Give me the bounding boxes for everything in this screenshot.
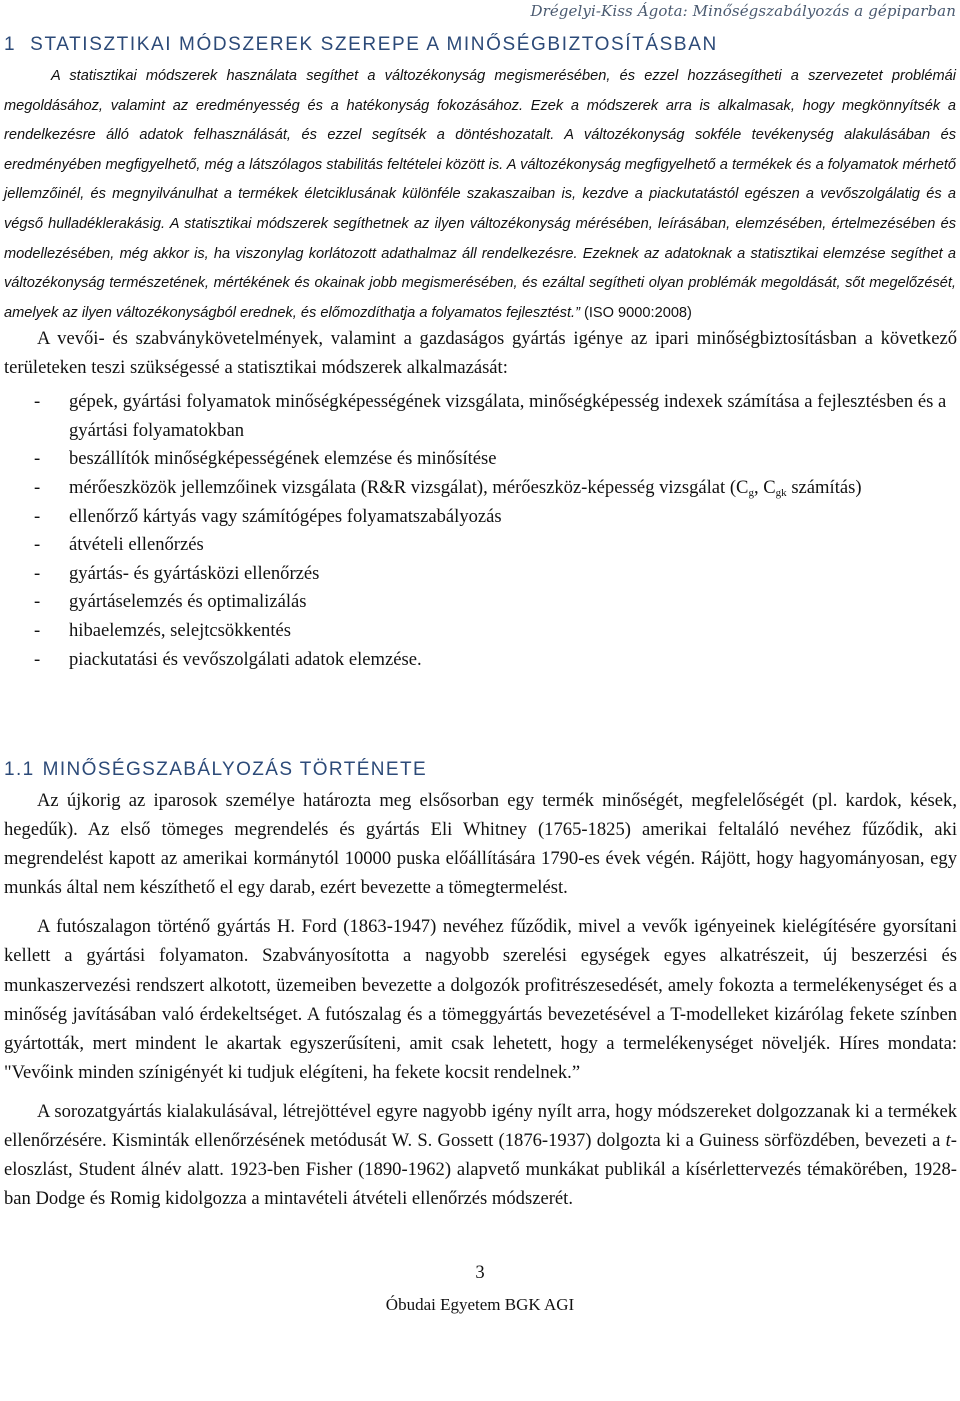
subsection-title: MINŐSÉGSZABÁLYOZÁS TÖRTÉNETE <box>42 759 428 780</box>
section-number: 1 <box>4 34 17 55</box>
list-item-text: gyártáselemzés és optimalizálás <box>69 591 307 613</box>
dash-marker: - <box>34 562 41 584</box>
dash-marker: - <box>34 591 41 613</box>
list-item <box>4 474 957 503</box>
list-item-text: hibaelemzés, selejtcsökkentés <box>69 619 292 641</box>
list-item-text: számítás) <box>786 476 862 498</box>
list-item <box>4 531 957 560</box>
list-item <box>4 560 957 589</box>
body-paragraph: Az újkorig az iparosok személye határozta meg elsősorban egy termék minőségét, megfelelőségét (pl. kardok, kések, hegedűk). Az első tömeges megrendelés és gyártás Eli Whitney (1765-1825) amerikai feltaláló nevéhez fűződik, aki megrendelést kapott az amerikai kormánytól 10000 puska előállítására 1790-es évek végén. Rájött, hogy hagyományosan, egy munkás által nem készíthető el egy darab, ezért bevezette a tömegtermelést. <box>4 790 957 899</box>
iso-quote-block <box>4 62 956 328</box>
list-item <box>4 588 957 617</box>
subscript-gk: gk <box>775 486 787 499</box>
list-item-text: , C <box>753 476 776 498</box>
section-heading <box>4 34 956 56</box>
application-areas-list <box>4 388 957 674</box>
dash-marker: - <box>34 476 41 498</box>
intro-paragraph: A vevői- és szabványkövetelmények, valamint a gazdaságos gyártás igénye az ipari minőségbiztosításban a következő területeken teszi szükségessé a statisztikai módszerek alkalmazását: <box>4 328 957 379</box>
list-item <box>4 617 957 646</box>
list-item-text: átvételi ellenőrzés <box>69 534 204 556</box>
page-number: 3 <box>475 1262 485 1283</box>
dash-marker: - <box>34 391 41 413</box>
list-item-text: piackutatási és vevőszolgálati adatok elemzése. <box>69 648 422 670</box>
dash-marker: - <box>34 448 41 470</box>
iso-quote-text: A statisztikai módszerek használata segíthet a változékonyság megismerésében, és ezzel hozzásegítheti a szervezetet problémái megoldásához, valamint az eredményesség és a hatékonyság fokozásához. Ezek a módszerek arra is alkalmasak, hogy megkönnyítsék a rendelkezésre álló adatok felhasználását, és ezzel segítsék a döntéshozatalt. A változékonyság sokféle tevékenység alakulásában és eredményében megfigyelhető, még a látszólagos stabilitás feltételei között is. A változékonyság megfigyelhető a termékek és a folyamatok mérhető jellemzőinél, és megnyilvánulhat a termékek életciklusának különféle szakaszaiban is, kezdve a piackutatástól egészen a vevőszolgálatig és a végső hulladéklerakásig. A statisztikai módszerek segíthetnek az ilyen változékonyság mérésében, leírásában, elemzésében, értelmezésében és modellezésében, még akkor is, ha viszonylag korlátozott adathalmaz áll rendelkezésre. Ezeknek az adatoknak a statisztikai elemzése segíthet a változékonyság természetének, mértékének és okainak jobb megismerésében, és ezáltal segítheti olyan problémák megoldását, sőt megelőzését, amelyek az ilyen változékonyságból erednek, és előmozdíthatja a folyamatos fejlesztést.” <box>4 68 956 321</box>
body-paragraph: A futószalagon történő gyártás H. Ford (1863-1947) nevéhez fűződik, mivel a vevők igényeinek kielégítésére gyorsítani kellett a gyártási folyamaton. Szabványosította a nagyobb szerelési egységek egyes alkatrészeit, új beszerzési és munkaszervezési rendszert alkotott, üzemeiben bevezette a dolgozók profitrészesedését, amely fokozta a termelékenységet és a minőség javításában való érdekeltséget. A futószalag és a tömeggyártás bevezetésével a T-modelleket kizárólag fekete színben gyártották, mert mindent le akartak egyszerűsíteni, amit csak lehetett, hogy a termelékenységet növeljék. Híres mondata: "Vevőink minden színigényét ki tudjuk elégíteni, ha fekete kocsit rendelnek.” <box>4 916 957 1083</box>
list-item <box>4 503 957 532</box>
list-item-text: ellenőrző kártyás vagy számítógépes folyamatszabályozás <box>69 505 502 527</box>
subsection-number: 1.1 <box>4 759 35 780</box>
dash-marker: - <box>34 619 41 641</box>
iso-quote-paragraph <box>4 62 956 328</box>
list-item-text: gépek, gyártási folyamatok minőségképességének vizsgálata, minőségképesség indexek számítása a fejlesztésben és a gyártási folyamatokban <box>69 391 947 441</box>
subscript-g: g <box>748 486 754 499</box>
dash-marker: - <box>34 505 41 527</box>
list-item-text: gyártás- és gyártásközi ellenőrzés <box>69 562 320 584</box>
paragraph-text: A sorozatgyártás kialakulásával, létrejöttével egyre nagyobb igény nyílt arra, hogy módszereket dolgozzanak ki a termékek ellenőrzésére. Kisminták ellenőrzésének metódusát W. S. Gossett (1876-1937) dolgozta ki a Guiness sörfözdében, bevezeti a <box>4 1100 957 1152</box>
body-paragraph <box>4 1097 957 1213</box>
list-item <box>4 445 957 474</box>
running-header: Drégelyi-Kiss Ágota: Minőségszabályozás a gépiparban <box>530 2 956 20</box>
iso-quote-source: (ISO 9000:2008) <box>579 304 692 321</box>
dash-marker: - <box>34 534 41 556</box>
dash-marker: - <box>34 648 41 670</box>
section-1-1-body <box>4 786 957 1223</box>
section-1-body <box>4 324 957 674</box>
footer-institution: Óbudai Egyetem BGK AGI <box>385 1295 575 1314</box>
subsection-heading <box>4 759 427 781</box>
list-item-text: mérőeszközök jellemzőinek vizsgálata (R&R vizsgálat), mérőeszköz-képesség vizsgálat (C <box>69 476 749 498</box>
paragraph-text: -eloszlást, Student álnév alatt. 1923-ben Fisher (1890-1962) alapvető munkákat publikál a kísérlettervezés témakörében, 1928-ban Dodge és Romig kidolgozza a mintavételi átvételi ellenőrzés módszerét. <box>4 1130 957 1210</box>
list-item <box>4 388 957 445</box>
list-item-text: beszállítók minőségképességének elemzése és minősítése <box>69 448 497 470</box>
list-item <box>4 646 957 675</box>
section-title: STATISZTIKAI MÓDSZEREK SZEREPE A MINŐSÉGBIZTOSÍTÁSBAN <box>30 34 718 55</box>
t-distribution-letter: t <box>945 1130 951 1152</box>
